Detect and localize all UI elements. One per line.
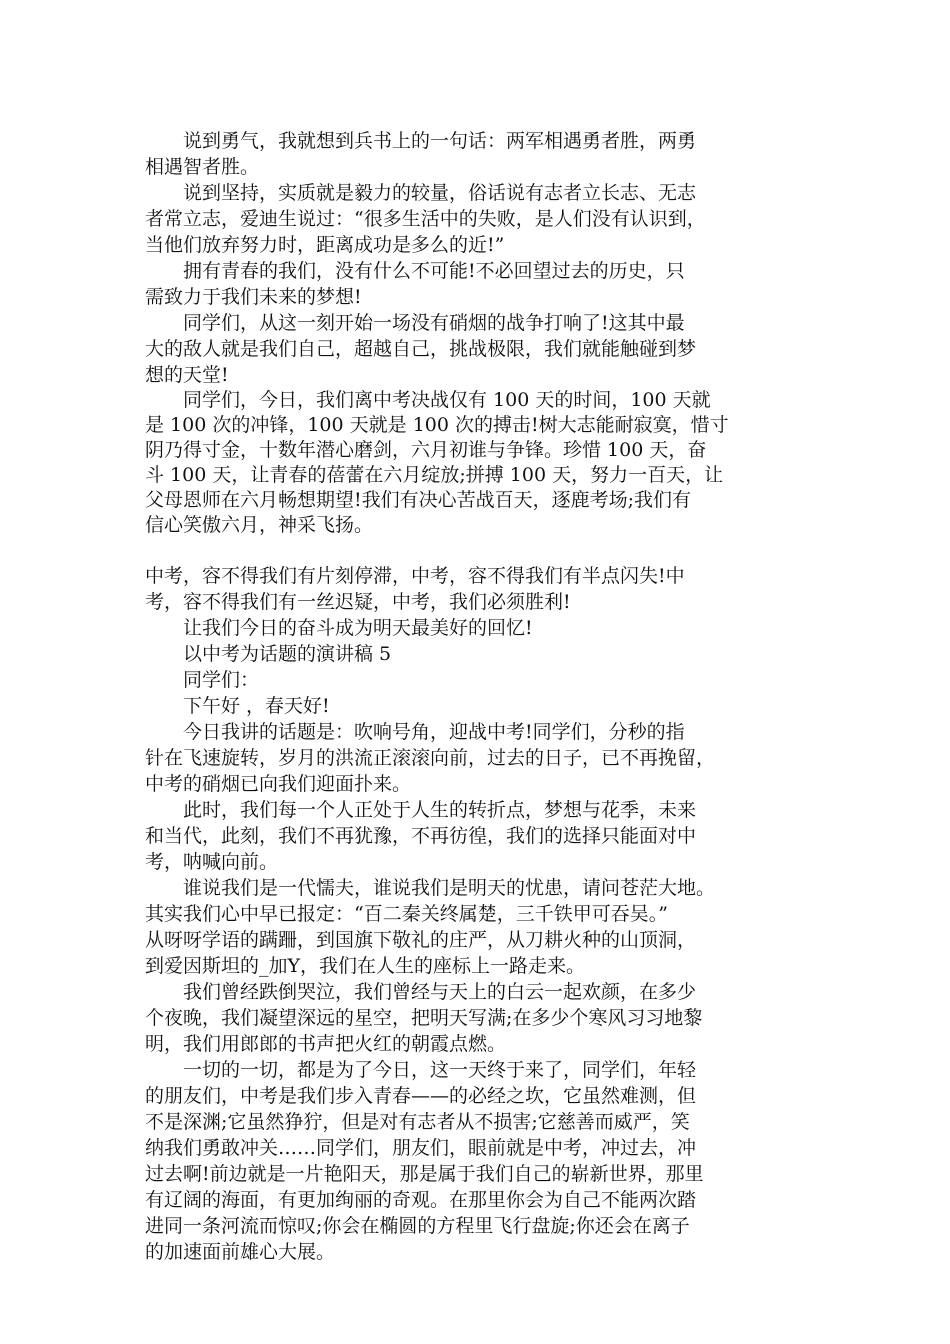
text-line: 以中考为话题的演讲稿 5 (145, 643, 392, 665)
text-line: 进同一条河流而惊叹;你会在椭圆的方程里飞行盘旋;你还会在离子 (145, 1215, 690, 1237)
text-line: 让我们今日的奋斗成为明天最美好的回忆! (145, 617, 533, 639)
text-line: 我们曾经跌倒哭泣，我们曾经与天上的白云一起欢颜，在多少 (145, 981, 697, 1003)
text-line: 信心笑傲六月，神采飞扬。 (145, 514, 374, 536)
text-line: 过去啊!前边就是一片艳阳天，那是属于我们自己的崭新世界，那里 (145, 1163, 704, 1185)
text-line: 个夜晚，我们凝望深远的星空，把明天写满;在多少个寒风习习地黎 (145, 1007, 703, 1029)
text-line: 一切的一切，都是为了今日，这一天终于来了，同学们，年轻 (145, 1059, 697, 1081)
text-line: 从呀呀学语的蹒跚，到国旗下敬礼的庄严，从刀耕火种的山顶洞， (145, 929, 697, 951)
text-line: 的加速面前雄心大展。 (145, 1241, 336, 1263)
text-line: 大的敌人就是我们自己，超越自己，挑战极限，我们就能触碰到梦 (145, 338, 697, 360)
text-line: 相遇智者胜。 (145, 156, 260, 178)
text-line: 今日我讲的话题是：吹响号角，迎战中考!同学们，分秒的指 (145, 721, 685, 743)
text-line: 考，呐喊向前。 (145, 851, 279, 873)
text-line: 的朋友们，中考是我们步入青春——的必经之坎，它虽然难测，但 (145, 1085, 697, 1107)
text-line: 想的天堂! (145, 364, 229, 386)
text-line: 阴乃得寸金，十数年潜心磨剑，六月初谁与争锋。珍惜 100 天，奋 (145, 439, 707, 461)
text-line: 说到勇气，我就想到兵书上的一句话：两军相遇勇者胜，两勇 (145, 130, 697, 152)
text-line: 需致力于我们未来的梦想! (145, 286, 362, 308)
text-line: 有辽阔的海面，有更加绚丽的奇观。在那里你会为自己不能两次踏 (145, 1189, 697, 1211)
text-line: 纳我们勇敢冲关……同学们，朋友们，眼前就是中考，冲过去，冲 (145, 1137, 697, 1159)
text-line: 中考，容不得我们有片刻停滞，中考，容不得我们有半点闪失!中 (145, 565, 685, 587)
text-line: 明，我们用郎郎的书声把火红的朝霞点燃。 (145, 1033, 507, 1055)
text-line: 同学们： (145, 669, 260, 691)
text-line: 拥有青春的我们，没有什么不可能!不必回望过去的历史，只 (145, 260, 685, 282)
text-line: 同学们，今日，我们离中考决战仅有 100 天的时间，100 天就 (145, 389, 711, 411)
text-line: 考，容不得我们有一丝迟疑，中考，我们必须胜利! (145, 591, 571, 613)
text-line: 同学们，从这一刻开始一场没有硝烟的战争打响了!这其中最 (145, 312, 685, 334)
text-line: 谁说我们是一代懦夫，谁说我们是明天的忧患，请问苍茫大地。 (145, 877, 716, 899)
text-line: 不是深渊;它虽然狰狞，但是对有志者从不损害;它慈善而威严，笑 (145, 1111, 690, 1133)
text-line: 针在飞速旋转，岁月的洪流正滚滚向前，过去的日子，已不再挽留， (145, 747, 716, 769)
text-line: 下午好 ，春天好! (145, 695, 330, 717)
text-line: 中考的硝烟已向我们迎面扑来。 (145, 773, 412, 795)
text-line: 说到坚持，实质就是毅力的较量，俗话说有志者立长志、无志 (145, 182, 697, 204)
text-line: 和当代，此刻，我们不再犹豫，不再彷徨，我们的选择只能面对中 (145, 825, 697, 847)
text-line: 此时，我们每一个人正处于人生的转折点，梦想与花季，未来 (145, 799, 697, 821)
text-line: 是 100 次的冲锋，100 天就是 100 次的搏击!树大志能耐寂寞，惜寸 (145, 414, 729, 436)
text-line (145, 537, 825, 563)
text-line: 斗 100 天，让青春的蓓蕾在六月绽放;拼搏 100 天，努力一百天，让 (145, 464, 724, 486)
text-line: 到爱因斯坦的_加Y，我们在人生的座标上一路走来。 (145, 955, 586, 977)
text-line: 其实我们心中早已报定：“百二秦关终属楚，三千铁甲可吞吴。” (145, 903, 668, 925)
text-line: 者常立志，爱迪生说过：“很多生活中的失败，是人们没有认识到， (145, 208, 706, 230)
text-line: 当他们放弃努力时，距离成功是多么的近!” (145, 234, 505, 256)
text-line: 父母恩师在六月畅想期望!我们有决心苦战百天，逐鹿考场;我们有 (145, 489, 692, 511)
